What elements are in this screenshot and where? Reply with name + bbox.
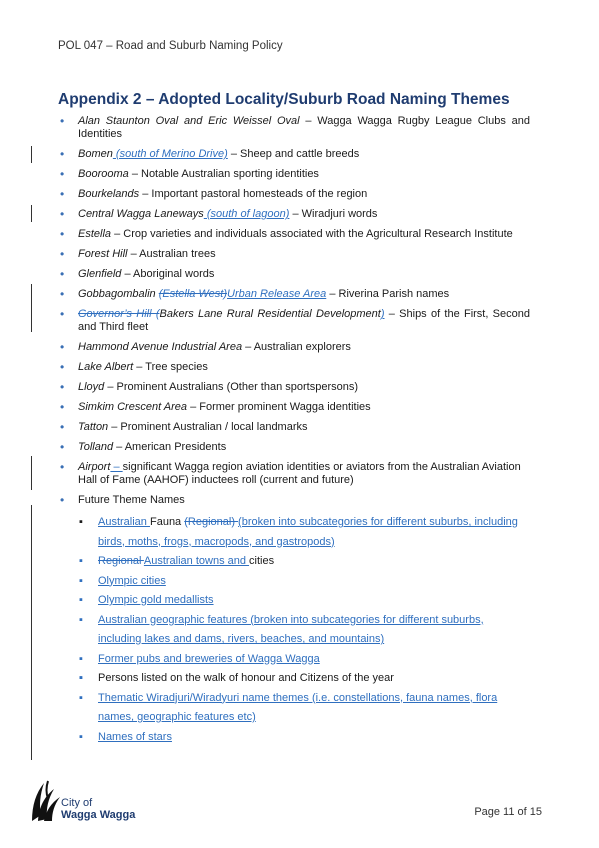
change-bar	[31, 205, 32, 222]
list-item: • Airport – significant Wagga region aviation identities or aviators from the Australian Aviation Hall of Fame (AAHOF) inductees roll (current and future)	[58, 461, 530, 487]
list-item: • Tatton – Prominent Australian / local landmarks	[58, 421, 530, 434]
theme-list	[58, 115, 530, 754]
list-item: • Governor’s Hill (Bakers Lane Rural Residential Development) – Ships of the First, Second and Third fleet	[58, 308, 530, 334]
list-item: • Glenfield – Aboriginal words	[58, 268, 530, 281]
sub-list-item: ▪ Australian Fauna (Regional) (broken into subcategories for different suburbs, including birds, moths, frogs, macropods, and gastropods)	[78, 513, 530, 552]
future-theme-list	[78, 513, 530, 747]
sub-list-item: ▪ Persons listed on the walk of honour and Citizens of the year	[78, 669, 530, 689]
sub-list-item: ▪ Olympic cities	[78, 572, 530, 592]
page-number: Page 11 of 15	[474, 806, 542, 818]
appendix-title: Appendix 2 – Adopted Locality/Suburb Road Naming Themes	[58, 91, 510, 108]
list-item: • Bourkelands – Important pastoral homesteads of the region	[58, 188, 530, 201]
change-bar	[31, 456, 32, 490]
list-item: • Boorooma – Notable Australian sporting identities	[58, 168, 530, 181]
list-item: • Central Wagga Laneways (south of lagoon) – Wiradjuri words	[58, 208, 530, 221]
list-item: • Lake Albert – Tree species	[58, 361, 530, 374]
sub-list-item: ▪ Australian geographic features (broken into subcategories for different suburbs, including lakes and dams, rivers, beaches, and mountains)	[78, 611, 530, 650]
list-item: • Forest Hill – Australian trees	[58, 248, 530, 261]
sub-list-item: ▪ Olympic gold medallists	[78, 591, 530, 611]
list-item: • Simkim Crescent Area – Former prominent Wagga identities	[58, 401, 530, 414]
council-logo-text: City of Wagga Wagga	[61, 797, 136, 821]
list-item: • Bomen (south of Merino Drive) – Sheep and cattle breeds	[58, 148, 530, 161]
list-item: • Hammond Avenue Industrial Area – Australian explorers	[58, 341, 530, 354]
list-item: • Tolland – American Presidents	[58, 441, 530, 454]
sub-list-item: ▪ Former pubs and breweries of Wagga Wagga	[78, 650, 530, 670]
list-item: • Estella – Crop varieties and individuals associated with the Agricultural Research Institute	[58, 228, 530, 241]
sub-list-item: ▪ Names of stars	[78, 728, 530, 748]
list-item: • Alan Staunton Oval and Eric Weissel Oval – Wagga Wagga Rugby League Clubs and Identities	[58, 115, 530, 141]
sub-list-item: ▪ Thematic Wiradjuri/Wiradyuri name themes (i.e. constellations, fauna names, flora names, geographic features etc)	[78, 689, 530, 728]
document-header: POL 047 – Road and Suburb Naming Policy	[58, 40, 283, 52]
change-bar	[31, 284, 32, 332]
sub-list-item: ▪ Regional Australian towns and cities	[78, 552, 530, 572]
change-bar	[31, 146, 32, 163]
list-item: • Future Theme Names ▪ Australian Fauna (Regional) (broken into subcategories for different suburbs, including birds, moths, frogs, macropods, and gastropods) ▪ Regional Australian towns and cities ▪ Olympic cities ▪ Olympic gold medallists ▪ Australian geographic features (broken into subcategories for different suburbs, including lakes and dams, rivers, beaches, and mountains) ▪ Former pubs and breweries of Wagga Wagga ▪ Persons listed on the walk of honour and Citizens of the year ▪ Thematic Wiradjuri/Wiradyuri name themes (i.e. constellations, fauna names, flora names, geographic features etc) ▪ Names of stars	[58, 494, 530, 747]
change-bar	[31, 505, 32, 760]
list-item: • Gobbagombalin (Estella West)Urban Release Area – Riverina Parish names	[58, 288, 530, 301]
list-item: • Lloyd – Prominent Australians (Other than sportspersons)	[58, 381, 530, 394]
